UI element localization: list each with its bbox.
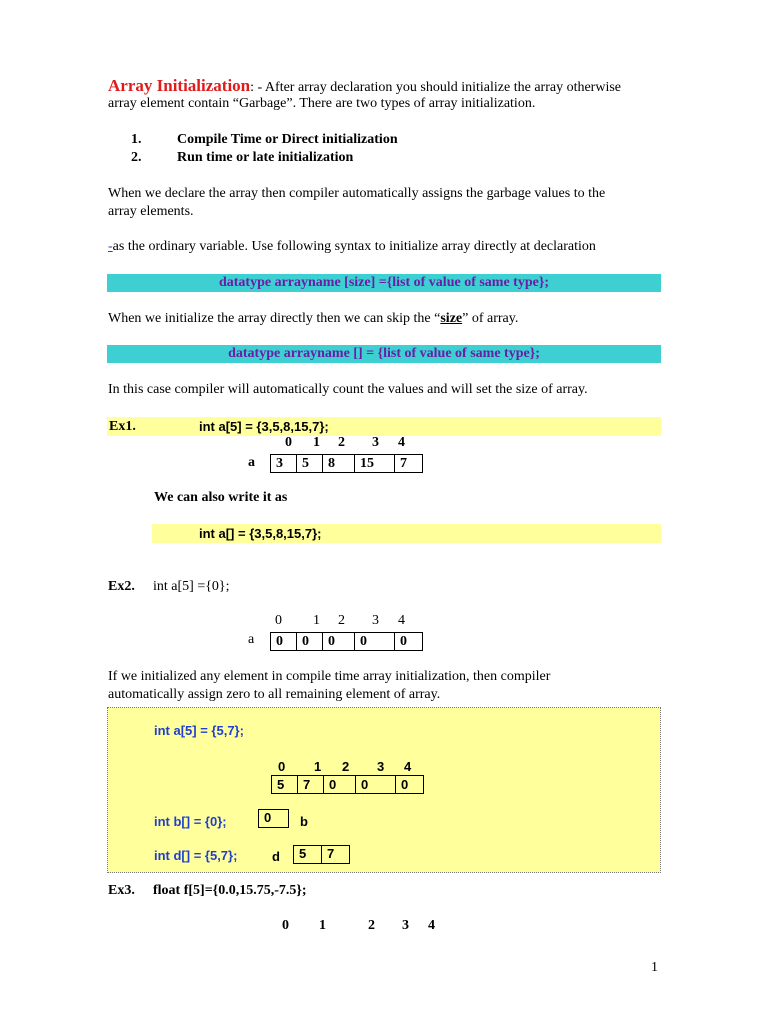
array-cells (270, 632, 423, 651)
size-word: size (440, 311, 463, 326)
array-index: 2 (368, 918, 375, 933)
array-index: 2 (338, 435, 345, 450)
array-index: 0 (278, 759, 286, 774)
paragraph-line: automatically assign zero to all remaining element of array. (108, 687, 441, 702)
array-cell: 0 (355, 775, 396, 794)
array-name: b (300, 814, 308, 829)
array-cell: 0 (394, 632, 423, 651)
array-cell: 5 (296, 454, 323, 473)
array-name: a (248, 632, 255, 647)
example-label: Ex2. (108, 579, 135, 594)
array-cells (271, 775, 424, 794)
syntax-text: datatype arrayname [size] ={list of value of same type}; (218, 275, 550, 290)
array-cell: 0 (296, 632, 323, 651)
array-index: 3 (372, 613, 379, 628)
paragraph-text: When we initialize the array directly then we can skip the “ (108, 311, 441, 326)
array-cell: 0 (354, 632, 395, 651)
array-index: 3 (372, 435, 379, 450)
array-name: a (248, 455, 255, 470)
array-cell: 0 (258, 809, 289, 828)
array-index: 0 (275, 613, 282, 628)
array-index: 2 (342, 759, 350, 774)
array-name: d (272, 849, 280, 864)
paragraph-line: If we initialized any element in compile time array initialization, then compiler (108, 669, 551, 684)
array-index-row (0, 918, 768, 938)
paragraph-line: When we declare the array then compiler automatically assigns the garbage values to the (108, 186, 606, 201)
array-index: 1 (313, 435, 320, 450)
paragraph-line (108, 310, 518, 328)
dash-marker: - (108, 239, 113, 254)
section-title: Array Initialization (108, 76, 251, 95)
example-label: Ex3. (108, 883, 135, 898)
code-text: int a[5] = {5,7}; (154, 723, 244, 738)
list-item (131, 149, 353, 167)
array-index: 1 (319, 918, 326, 933)
array-index: 2 (338, 613, 345, 628)
array-cell: 0 (323, 775, 356, 794)
array-cell: 7 (297, 775, 324, 794)
code-text: int a[5] ={0}; (153, 579, 230, 594)
array-cell: 7 (321, 845, 350, 864)
code-text: int d[] = {5,7}; (154, 848, 238, 863)
code-bar (107, 417, 661, 436)
array-index: 4 (428, 918, 435, 933)
array-cell: 0 (270, 632, 297, 651)
intro-paragraph (108, 77, 621, 97)
array-index: 4 (404, 759, 412, 774)
array-index: 3 (377, 759, 385, 774)
array-diagram (0, 435, 768, 480)
page-number: 1 (651, 960, 658, 975)
intro-line-2: array element contain “Garbage”. There are two types of array initialization. (108, 96, 536, 111)
array-cells (270, 454, 423, 473)
example-line (108, 578, 230, 596)
syntax-bar (107, 274, 661, 292)
code-text: int b[] = {0}; (154, 814, 227, 829)
array-index: 4 (398, 613, 405, 628)
list-label: Run time or late initialization (177, 150, 354, 165)
array-cell: 5 (271, 775, 298, 794)
syntax-bar (107, 345, 661, 363)
paragraph-line: In this case compiler will automatically count the values and will set the size of array. (108, 382, 588, 397)
code-text: int a[5] = {3,5,8,15,7}; (199, 419, 329, 434)
array-index: 0 (282, 918, 289, 933)
array-cell: 0 (322, 632, 355, 651)
paragraph-line: We can also write it as (154, 490, 288, 505)
list-label: Compile Time or Direct initialization (177, 132, 398, 147)
array-index: 1 (314, 759, 322, 774)
array-index: 1 (313, 613, 320, 628)
code-bar (152, 524, 661, 543)
example-line (108, 882, 307, 900)
list-number: 1. (131, 132, 142, 147)
array-diagram (0, 613, 768, 658)
paragraph-line: array elements. (108, 204, 194, 219)
intro-text: : - After array declaration you should initialize the array otherwise (250, 80, 621, 95)
code-text: int a[] = {3,5,8,15,7}; (199, 526, 322, 541)
paragraph-line (108, 238, 596, 256)
syntax-text: datatype arrayname [] = {list of value of same type}; (228, 346, 540, 361)
list-item (131, 131, 398, 149)
array-cell: 15 (354, 454, 395, 473)
array-cell: 0 (395, 775, 424, 794)
example-label: Ex1. (109, 419, 136, 434)
array-cell: 7 (394, 454, 423, 473)
list-number: 2. (131, 150, 142, 165)
array-cell: 8 (322, 454, 355, 473)
array-cell: 3 (270, 454, 297, 473)
code-text: float f[5]={0.0,15.75,-7.5}; (153, 883, 307, 898)
paragraph-text: as the ordinary variable. Use following syntax to initialize array directly at declaration (112, 239, 596, 254)
example-box (107, 707, 661, 873)
array-index: 0 (285, 435, 292, 450)
array-index: 3 (402, 918, 409, 933)
array-cell: 5 (293, 845, 322, 864)
paragraph-text: ” of array. (462, 311, 519, 326)
array-index: 4 (398, 435, 405, 450)
